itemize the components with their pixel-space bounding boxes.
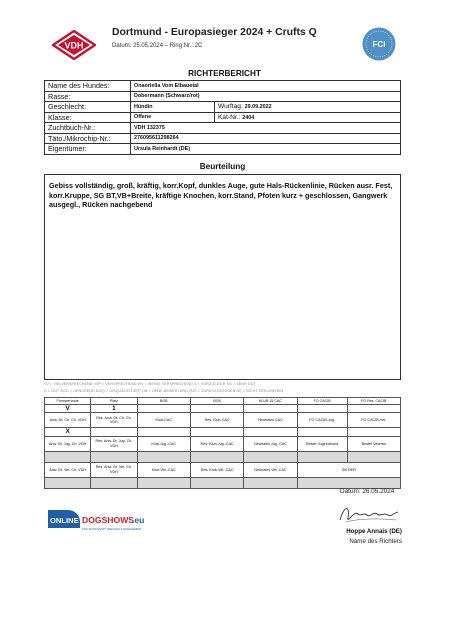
empty-cell: [297, 477, 400, 488]
mark-value: X: [45, 428, 91, 436]
neutrales-vet-cac-cell: Neutrales Vet.-CAC: [244, 462, 297, 477]
vdh-logo-text: VDH: [64, 40, 84, 51]
empty-cell: [137, 451, 190, 462]
bester-veteran-cell: Bester Veteran: [347, 436, 400, 451]
wurftag-cell: [215, 102, 401, 113]
fci-logo: [362, 27, 396, 61]
header-klub-cac: KLUB 15 CAC: [244, 398, 297, 405]
onlinedogshows-logo: [46, 506, 166, 534]
header-bob: BOB: [137, 398, 190, 405]
dog-info-table: [44, 80, 401, 155]
header-formwert: Formwertnote: [45, 398, 91, 405]
legend-line-1: VV = VIELVERSPRECHEND VSP = VERSPRECHEND WV = WENIG VERSPRECHEND V = VORZÜGLICH SG = SEHR GUT: [44, 382, 256, 386]
results-jug-row: [45, 436, 401, 451]
event-title: Dortmund - Europasieger 2024 + Crufts Q: [112, 27, 317, 38]
empty-cell: [190, 477, 243, 488]
report-date: Datum: 26.05.2024: [340, 488, 395, 495]
zuchtbuch-label: Zuchtbuch-Nr.:: [45, 123, 131, 134]
name-label: Name des Hundes:: [45, 81, 131, 92]
anw-jug-ch-cell: Anw. Dt. Jug. Ch. VDH: [45, 436, 91, 451]
chip-value: 276095611298264: [131, 133, 401, 144]
res-klub-vet-cac-cell: Res. Klub-Vet.-CAC: [190, 462, 243, 477]
klasse-value: Offene: [131, 112, 215, 123]
empty-cell: [347, 405, 400, 413]
katnr-value: 2404: [242, 114, 255, 121]
empty-cell: [91, 451, 137, 462]
document-title: RICHTERBERICHT: [188, 69, 261, 78]
empty-cell: [137, 428, 190, 436]
results-mark-row: [45, 428, 401, 436]
empty-cell: [347, 451, 400, 462]
klasse-label: Klasse:: [45, 112, 131, 123]
wurftag-label: Wurftag:: [218, 103, 243, 111]
beurteilung-title: Beurteilung: [199, 162, 246, 171]
formwert-value: V: [45, 405, 91, 413]
row-name: [45, 81, 401, 92]
empty-cell: [244, 405, 297, 413]
row-klasse: [45, 112, 401, 123]
empty-cell: [137, 477, 190, 488]
sieger-cell: SIEGER: [297, 462, 400, 477]
logo-online-text: ONLINE: [50, 516, 79, 525]
results-value-row: [45, 405, 401, 413]
empty-cell: [297, 405, 347, 413]
empty-cell: [137, 405, 190, 413]
empty-cell: [45, 451, 91, 462]
eigentuemer-label: Eigentümer:: [45, 144, 131, 155]
platz-value: 1: [91, 405, 137, 413]
logo-dogshows-text: DOGSHOWS: [82, 515, 135, 525]
empty-cell: [190, 405, 243, 413]
results-vet-row: [45, 462, 401, 477]
anw-vet-ch-cell: Anw. Dt. Vet. Ch. VDH: [45, 462, 91, 477]
header-cacib: FO CACIB: [297, 398, 347, 405]
empty-cell: [347, 428, 400, 436]
empty-cell: [190, 451, 243, 462]
chip-label: Täto./Mikrochip-Nr.:: [45, 133, 131, 144]
empty-cell: [244, 477, 297, 488]
logo-eu-text: .eu: [132, 515, 145, 525]
row-zuchtbuch: [45, 123, 401, 134]
results-spacer-row-2: [45, 477, 401, 488]
results-spacer-row-1: [45, 451, 401, 462]
results-anw-row: [45, 413, 401, 428]
row-chip: [45, 133, 401, 144]
neutrales-jug-cac-cell: Neutrales Jug.-CAC: [244, 436, 297, 451]
res-anw-ch-cell: Res. Anw. Dt. Ch. Ch. VDH: [91, 413, 137, 428]
neutrales-cac-cell: Neutrales CAC: [244, 413, 297, 428]
zuchtbuch-value: VDH 132375: [131, 123, 401, 134]
legend-line-2: G = GUT GGD = GENÜGEND DISQ = DISQUALIFIZIERT OB = OHNE BEWERTUNG ZUR = ZURÜCKGEZOGEN NE = NICHT ERSCHIENEN: [44, 389, 284, 393]
anw-ch-cell: Anw. Dt. Ch. Ch. VDH: [45, 413, 91, 428]
event-subtitle: Datum: 25.05.2024 – Ring Nr.: 2C: [112, 43, 203, 49]
geschlecht-label: Geschlecht:: [45, 102, 131, 113]
empty-cell: [190, 428, 243, 436]
results-header-row: [45, 398, 401, 405]
cacib-jug-cell: FO CACIB-Jug.: [297, 413, 347, 428]
klub-jug-cac-cell: Klub-Jug.-CAC: [137, 436, 190, 451]
header-platz: Platz: [91, 398, 137, 405]
empty-cell: [297, 451, 347, 462]
empty-cell: [91, 428, 137, 436]
klub-vet-cac-cell: Klub-Vet.-CAC: [137, 462, 190, 477]
judge-signature: [336, 500, 402, 528]
results-table: [44, 397, 401, 489]
cacib-vet-cell: FO CACIB-Vet.: [347, 413, 400, 428]
rasse-value: Dobermann (Schwarz/rot): [131, 91, 401, 102]
katnr-label: Kat-Nr.:: [218, 113, 241, 121]
empty-cell: [297, 428, 347, 436]
logo-tagline: DOG SHOW ENTRY SERVICES & MANAGEMENT: [82, 528, 142, 531]
fci-logo-text: FCI: [372, 40, 386, 49]
bester-jugendhund-cell: Bester Jugendhund: [297, 436, 347, 451]
name-value: Onaoriella Vom Elbauetal: [131, 81, 401, 92]
res-anw-jug-ch-cell: Res. Anw. Dt. Jug. Ch. VDH: [91, 436, 137, 451]
empty-cell: [91, 477, 137, 488]
wurftag-value: 29.09.2022: [244, 104, 272, 111]
beurteilung-text: Gebiss vollständig, groß, kräftig, korr.Kopf, dunkles Auge, gute Hals-Rückenlinie, Rücken ausr. Fest, korr.Kruppe, SG BT,VB+Breite, kräftige Knochen, korr.Stand, Pfoten kurz + geschlossen, Gangwerk ausgegl., Rücken nachgebend: [44, 174, 401, 380]
empty-cell: [244, 451, 297, 462]
katnr-cell: [215, 112, 401, 123]
judge-name-label: Name des Richters: [349, 538, 402, 545]
row-geschlecht: [45, 102, 401, 113]
eigentuemer-value: Ursula Reinhardt (DE): [131, 144, 401, 155]
rasse-label: Rasse:: [45, 91, 131, 102]
row-rasse: [45, 91, 401, 102]
res-klub-cac-cell: Res. Klub-CAC: [190, 413, 243, 428]
empty-cell: [244, 428, 297, 436]
header-res-cacib: FO Res. CACIB: [347, 398, 400, 405]
geschlecht-value: Hündin: [131, 102, 215, 113]
res-klub-jug-cac-cell: Res. Klub-Jug.-CAC: [190, 436, 243, 451]
res-anw-vet-ch-cell: Res. Anw. Dt. Vet. Ch. VDH: [91, 462, 137, 477]
header-bos: BOS: [190, 398, 243, 405]
vdh-logo: [52, 30, 96, 60]
judge-name: Hoppe Annais (DE): [346, 528, 402, 535]
klub-cac-cell: Klub-CAC: [137, 413, 190, 428]
empty-cell: [45, 477, 91, 488]
row-eigentuemer: [45, 144, 401, 155]
